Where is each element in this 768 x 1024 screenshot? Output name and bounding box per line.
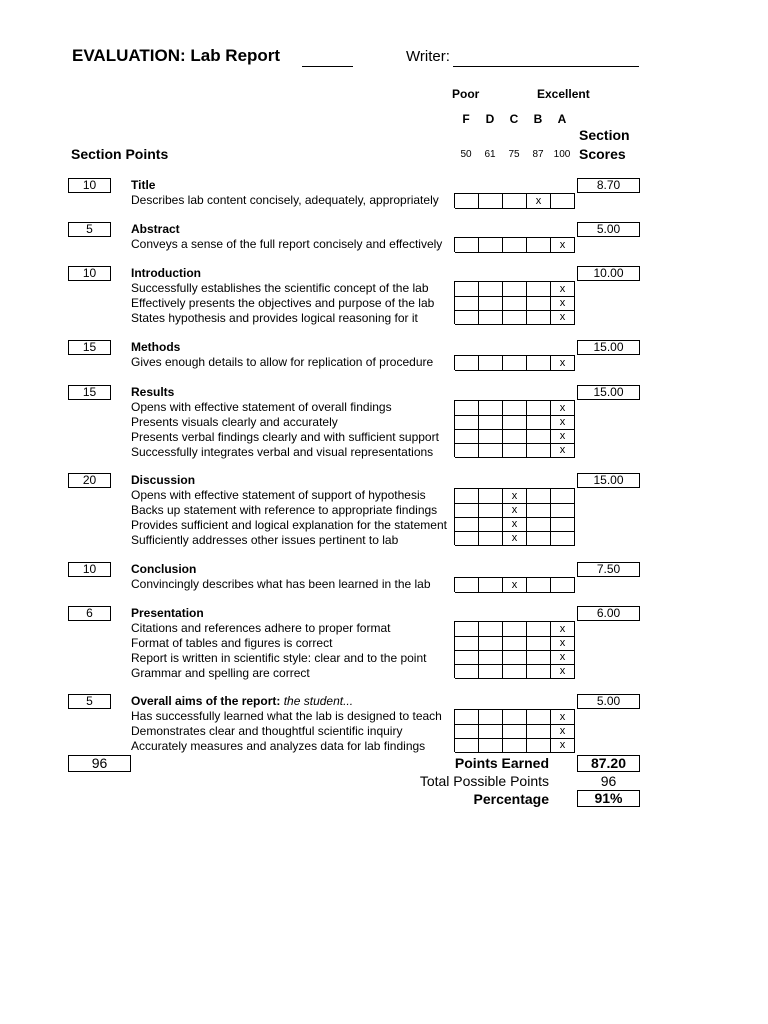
grade-letter: C [509, 112, 519, 126]
rating-cell[interactable] [455, 517, 479, 532]
rating-cell[interactable] [479, 724, 503, 739]
rating-cell[interactable] [503, 664, 527, 679]
rating-cell[interactable] [503, 636, 527, 651]
rating-cell[interactable] [527, 710, 551, 725]
rating-cell[interactable] [479, 622, 503, 637]
criterion-text: Conveys a sense of the full report concisely and effectively [131, 237, 443, 251]
rating-cell[interactable] [551, 622, 575, 637]
rating-cell[interactable] [503, 489, 527, 504]
rating-cell[interactable] [527, 503, 551, 518]
rating-cell[interactable] [479, 296, 503, 311]
rating-cell[interactable] [455, 296, 479, 311]
section-title [131, 606, 204, 620]
section-points-box: 10 [68, 266, 111, 281]
rating-cell[interactable] [479, 738, 503, 753]
section-title [131, 222, 180, 236]
criterion-text: Opens with effective statement of support of hypothesis [131, 488, 426, 502]
section-points-box: 5 [68, 222, 111, 237]
rating-cell[interactable] [503, 650, 527, 665]
rating-mark: x [511, 518, 518, 530]
rating-cell[interactable] [479, 401, 503, 416]
grade-score: 61 [484, 149, 496, 160]
rating-cell[interactable] [455, 503, 479, 518]
rating-cell[interactable] [551, 636, 575, 651]
section-score-box: 5.00 [577, 694, 640, 709]
total-points-box: 96 [68, 755, 131, 772]
section-points-box: 10 [68, 178, 111, 193]
total-possible-value: 96 [600, 773, 617, 789]
criterion-text: Effectively presents the objectives and purpose of the lab [131, 296, 435, 310]
percentage-value: 91% [577, 790, 640, 807]
rating-row [455, 578, 575, 592]
section-points-box: 5 [68, 694, 111, 709]
section-points-box: 10 [68, 562, 111, 577]
criterion-text: Successfully integrates verbal and visual representations [131, 445, 434, 459]
rating-cell[interactable] [551, 664, 575, 679]
rating-row [455, 415, 575, 429]
section-subtitle: the student... [283, 694, 354, 708]
rating-cell[interactable] [479, 710, 503, 725]
section-title [131, 473, 195, 487]
rating-cell[interactable] [551, 356, 575, 371]
criterion-text: Report is written in scientific style: clear and to the point [131, 651, 427, 665]
rating-mark: x [559, 739, 566, 751]
rating-cell[interactable] [527, 443, 551, 458]
rating-cell[interactable] [527, 356, 551, 371]
rating-grid [454, 237, 575, 252]
rating-cell[interactable] [479, 664, 503, 679]
rating-mark: x [559, 725, 566, 737]
rating-cell[interactable] [455, 356, 479, 371]
rating-mark: x [559, 311, 566, 323]
rating-cell[interactable] [551, 429, 575, 444]
section-score-box: 15.00 [577, 473, 640, 488]
section-title [131, 694, 353, 708]
rating-cell[interactable] [455, 738, 479, 753]
criterion-text: Presents visuals clearly and accurately [131, 415, 338, 429]
rating-mark: x [511, 490, 518, 502]
rating-cell[interactable] [527, 282, 551, 297]
rating-row [455, 282, 575, 296]
rating-cell[interactable] [551, 503, 575, 518]
rating-cell[interactable] [527, 517, 551, 532]
section-score-box: 10.00 [577, 266, 640, 281]
poor-label: Poor [452, 87, 480, 101]
rating-cell[interactable] [455, 443, 479, 458]
rating-cell[interactable] [503, 503, 527, 518]
section-score-box: 15.00 [577, 385, 640, 400]
section-title-text: Title [131, 178, 156, 192]
rating-cell[interactable] [455, 636, 479, 651]
grade-score: 50 [460, 149, 472, 160]
rating-mark: x [559, 402, 566, 414]
rating-cell[interactable] [527, 296, 551, 311]
rating-cell[interactable] [527, 622, 551, 637]
section-title [131, 562, 196, 576]
rating-mark: x [559, 430, 566, 442]
rating-cell[interactable] [503, 296, 527, 311]
section-title-text: Discussion [131, 473, 196, 487]
rating-row [455, 636, 575, 650]
rating-row [455, 296, 575, 310]
rating-cell[interactable] [551, 724, 575, 739]
grade-score: 75 [508, 149, 520, 160]
rating-cell[interactable] [455, 415, 479, 430]
rating-cell[interactable] [455, 578, 479, 593]
rating-grid [454, 577, 575, 592]
rating-cell[interactable] [551, 194, 575, 209]
rating-cell[interactable] [455, 310, 479, 325]
rating-cell[interactable] [551, 282, 575, 297]
criterion-text: Provides sufficient and logical explanation for the statement [131, 518, 447, 532]
rating-cell[interactable] [527, 531, 551, 546]
rating-cell[interactable] [479, 636, 503, 651]
rating-cell[interactable] [479, 415, 503, 430]
rating-cell[interactable] [503, 710, 527, 725]
rating-row [455, 443, 575, 457]
rating-cell[interactable] [503, 443, 527, 458]
rating-row [455, 650, 575, 664]
rating-cell[interactable] [479, 194, 503, 209]
rating-cell[interactable] [479, 517, 503, 532]
section-title-text: Overall aims of the report: [131, 694, 281, 708]
section-label: Section [579, 127, 630, 143]
rating-cell[interactable] [503, 738, 527, 753]
rating-cell[interactable] [455, 429, 479, 444]
section-title-text: Results [131, 385, 175, 399]
section-title [131, 178, 155, 192]
section-score-box: 7.50 [577, 562, 640, 577]
section-title-text: Conclusion [131, 562, 197, 576]
criterion-text: Format of tables and figures is correct [131, 636, 333, 650]
rating-cell[interactable] [479, 531, 503, 546]
rating-cell[interactable] [503, 356, 527, 371]
rating-row [455, 503, 575, 517]
rating-cell[interactable] [455, 650, 479, 665]
rating-cell[interactable] [551, 738, 575, 753]
rating-row [455, 738, 575, 752]
rating-cell[interactable] [503, 238, 527, 253]
criterion-text: Describes lab content concisely, adequately, appropriately [131, 193, 439, 207]
rating-cell[interactable] [503, 531, 527, 546]
section-title [131, 340, 180, 354]
writer-label: Writer: [406, 48, 450, 65]
rating-row [455, 710, 575, 724]
rating-cell[interactable] [479, 489, 503, 504]
section-points-box: 15 [68, 385, 111, 400]
rating-cell[interactable] [503, 429, 527, 444]
section-points-label: Section Points [71, 146, 169, 162]
rating-cell[interactable] [527, 415, 551, 430]
rating-cell[interactable] [551, 415, 575, 430]
rating-cell[interactable] [455, 282, 479, 297]
excellent-label: Excellent [537, 87, 590, 101]
rating-cell[interactable] [479, 578, 503, 593]
rating-row [455, 194, 575, 208]
rating-mark: x [559, 357, 566, 369]
rating-cell[interactable] [551, 489, 575, 504]
rating-cell[interactable] [479, 238, 503, 253]
rating-row [455, 429, 575, 443]
grade-letter: D [485, 112, 495, 126]
rating-mark: x [511, 504, 518, 516]
rating-cell[interactable] [551, 650, 575, 665]
section-points-box: 15 [68, 340, 111, 355]
rating-mark: x [559, 239, 566, 251]
grade-score: 100 [553, 149, 571, 160]
rating-row [455, 622, 575, 636]
rating-cell[interactable] [551, 238, 575, 253]
page-title: EVALUATION: Lab Report [72, 46, 281, 65]
rating-mark: x [511, 579, 518, 591]
criterion-text: Accurately measures and analyzes data for lab findings [131, 739, 426, 753]
rating-cell[interactable] [503, 194, 527, 209]
rating-cell[interactable] [455, 531, 479, 546]
rating-cell[interactable] [551, 578, 575, 593]
rating-cell[interactable] [551, 531, 575, 546]
rating-grid [454, 621, 575, 678]
criterion-text: Sufficiently addresses other issues pertinent to lab [131, 533, 399, 547]
rating-cell[interactable] [527, 489, 551, 504]
criterion-text: Opens with effective statement of overall findings [131, 400, 392, 414]
rating-cell[interactable] [479, 429, 503, 444]
rating-mark: x [559, 297, 566, 309]
criterion-text: Has successfully learned what the lab is designed to teach [131, 709, 442, 723]
rating-cell[interactable] [503, 415, 527, 430]
rating-row [455, 356, 575, 370]
rating-mark: x [559, 665, 566, 677]
section-title-text: Introduction [131, 266, 201, 280]
rating-cell[interactable] [527, 578, 551, 593]
rating-row [455, 517, 575, 531]
criterion-text: Demonstrates clear and thoughtful scientific inquiry [131, 724, 403, 738]
rating-cell[interactable] [527, 650, 551, 665]
rating-cell[interactable] [479, 503, 503, 518]
rating-cell[interactable] [503, 724, 527, 739]
section-points-box: 6 [68, 606, 111, 621]
rating-cell[interactable] [527, 429, 551, 444]
section-title-text: Abstract [131, 222, 180, 236]
section-title-text: Presentation [131, 606, 204, 620]
grade-letter: B [533, 112, 543, 126]
rating-cell[interactable] [551, 401, 575, 416]
points-earned-label: Points Earned [454, 755, 549, 771]
criterion-text: Convincingly describes what has been learned in the lab [131, 577, 431, 591]
rating-cell[interactable] [551, 310, 575, 325]
rating-mark: x [559, 711, 566, 723]
rating-cell[interactable] [527, 194, 551, 209]
rating-cell[interactable] [479, 310, 503, 325]
total-possible-label: Total Possible Points [419, 773, 549, 789]
rating-cell[interactable] [503, 622, 527, 637]
grade-score: 87 [532, 149, 544, 160]
rating-grid [454, 709, 575, 752]
criterion-text: Presents verbal findings clearly and with sufficient support [131, 430, 439, 444]
writer-field-line[interactable] [453, 66, 639, 67]
rating-mark: x [511, 532, 518, 544]
rating-cell[interactable] [503, 517, 527, 532]
rating-cell[interactable] [503, 401, 527, 416]
title-blank-line [302, 66, 353, 67]
rating-row [455, 664, 575, 678]
rating-mark: x [559, 623, 566, 635]
section-score-box: 15.00 [577, 340, 640, 355]
grade-letter: F [462, 112, 470, 126]
criterion-text: Grammar and spelling are correct [131, 666, 310, 680]
rating-cell[interactable] [527, 401, 551, 416]
rating-mark: x [559, 283, 566, 295]
rating-grid [454, 193, 575, 208]
rating-mark: x [535, 195, 542, 207]
scores-label: Scores [579, 146, 626, 162]
rating-cell[interactable] [455, 401, 479, 416]
criterion-text: Backs up statement with reference to appropriate findings [131, 503, 438, 517]
rating-cell[interactable] [551, 296, 575, 311]
criterion-text: Successfully establishes the scientific concept of the lab [131, 281, 429, 295]
rating-cell[interactable] [479, 443, 503, 458]
rating-cell[interactable] [479, 282, 503, 297]
rating-cell[interactable] [527, 724, 551, 739]
criterion-text: Citations and references adhere to proper format [131, 621, 391, 635]
section-title-text: Methods [131, 340, 181, 354]
rating-cell[interactable] [527, 238, 551, 253]
rating-cell[interactable] [527, 738, 551, 753]
rating-cell[interactable] [455, 710, 479, 725]
rating-grid [454, 400, 575, 457]
section-title [131, 266, 201, 280]
rating-cell[interactable] [527, 310, 551, 325]
criterion-text: Gives enough details to allow for replication of procedure [131, 355, 434, 369]
rating-cell[interactable] [503, 578, 527, 593]
rating-cell[interactable] [455, 724, 479, 739]
rating-row [455, 401, 575, 415]
section-score-box: 6.00 [577, 606, 640, 621]
rating-row [455, 724, 575, 738]
section-points-box: 20 [68, 473, 111, 488]
percentage-label: Percentage [473, 791, 549, 807]
rating-grid [454, 281, 575, 324]
rating-mark: x [559, 637, 566, 649]
rating-mark: x [559, 651, 566, 663]
rating-cell[interactable] [527, 664, 551, 679]
rating-row [455, 489, 575, 503]
rating-cell[interactable] [455, 622, 479, 637]
rating-cell[interactable] [455, 194, 479, 209]
criterion-text: States hypothesis and provides logical reasoning for it [131, 311, 418, 325]
rating-cell[interactable] [455, 664, 479, 679]
rating-cell[interactable] [455, 489, 479, 504]
rating-mark: x [559, 416, 566, 428]
grade-letter: A [557, 112, 567, 126]
rating-row [455, 310, 575, 324]
rating-cell[interactable] [551, 517, 575, 532]
section-title [131, 385, 174, 399]
section-score-box: 8.70 [577, 178, 640, 193]
rating-cell[interactable] [551, 443, 575, 458]
rating-grid [454, 488, 575, 545]
section-score-box: 5.00 [577, 222, 640, 237]
rating-grid [454, 355, 575, 370]
rating-cell[interactable] [527, 636, 551, 651]
rating-cell[interactable] [455, 238, 479, 253]
rating-cell[interactable] [479, 650, 503, 665]
points-earned-value: 87.20 [577, 755, 640, 772]
rating-cell[interactable] [479, 356, 503, 371]
rating-cell[interactable] [503, 282, 527, 297]
rating-row [455, 531, 575, 545]
rating-mark: x [559, 444, 566, 456]
rating-cell[interactable] [503, 310, 527, 325]
rating-cell[interactable] [551, 710, 575, 725]
rating-row [455, 238, 575, 252]
